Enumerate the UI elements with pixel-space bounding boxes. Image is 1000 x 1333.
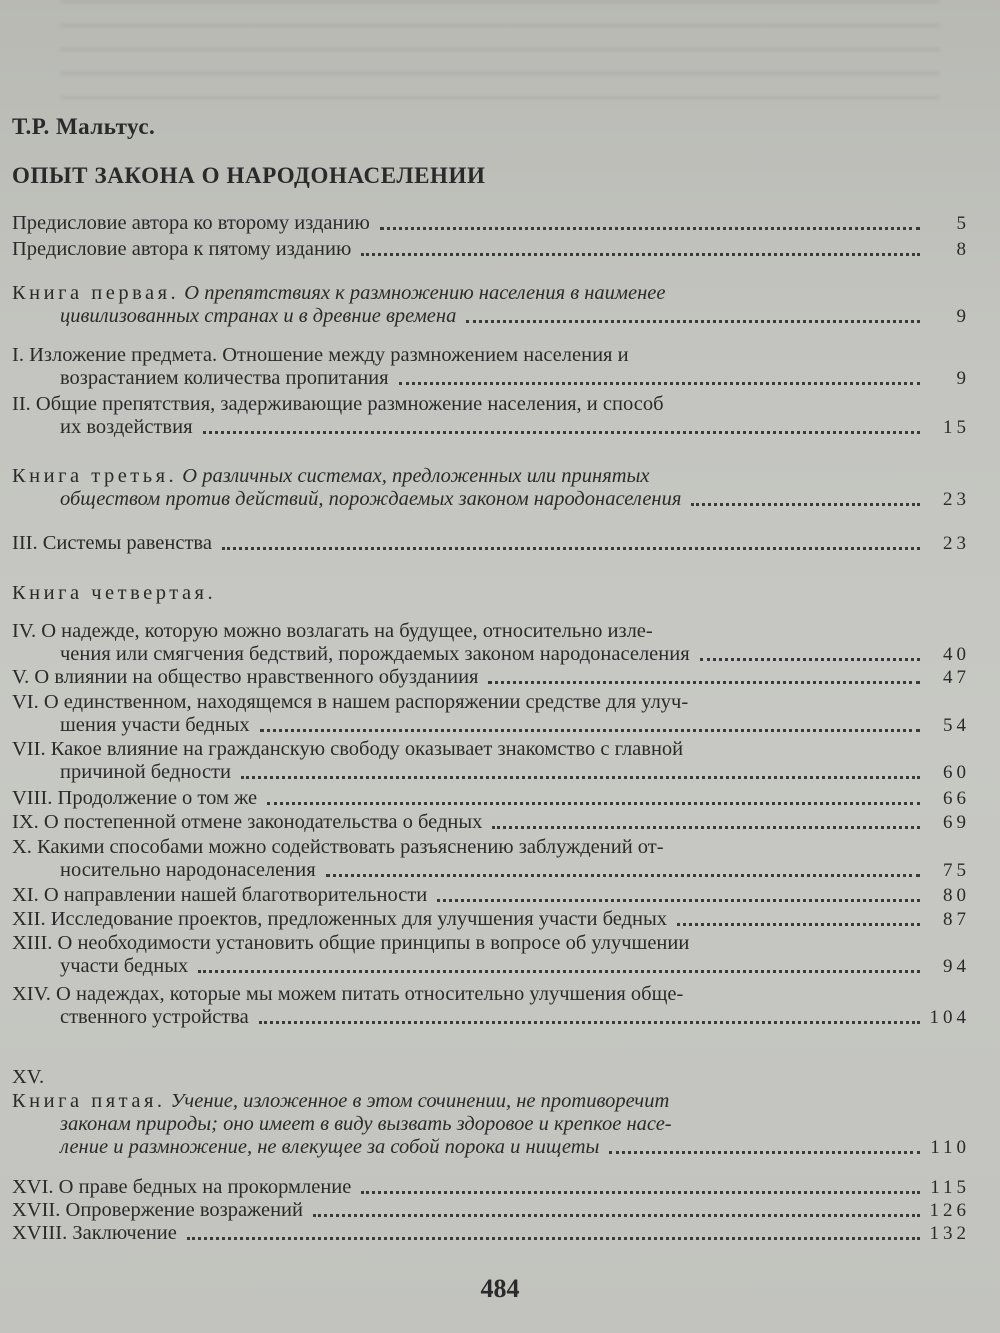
book-label: Книга третья. xyxy=(12,465,178,487)
toc-entry-book[interactable]: Книга третья. О различных системах, предложенных или принятых обществом против действий, порождаемых законом народонаселения 23 xyxy=(12,465,970,510)
page-ref: 23 xyxy=(943,489,970,510)
toc-entry[interactable]: I. Изложение предмета. Отношение между размножением населения и возрастанием количества пропитания 9 xyxy=(12,344,970,389)
page-ref: 104 xyxy=(929,1007,970,1028)
page-ref: 87 xyxy=(943,909,970,930)
page-ref: 132 xyxy=(929,1223,970,1244)
page-ref: 60 xyxy=(943,762,970,783)
toc-entry-book[interactable]: Книга первая. О препятствиях к размножению населения в наименее цивилизованных странах и в древние времена 9 xyxy=(12,282,970,327)
toc-entry[interactable]: XI. О направлении нашей благотворительности 80 xyxy=(12,884,970,906)
page-ref: 40 xyxy=(943,644,970,665)
toc-entry[interactable]: Предисловие автора к пятому изданию 8 xyxy=(12,238,970,260)
book-label: Книга пятая. xyxy=(12,1090,166,1112)
page-ref: 80 xyxy=(943,885,970,906)
toc-entry[interactable]: XVII. Опровержение возражений 126 xyxy=(12,1199,970,1221)
page-ref: 69 xyxy=(943,812,970,833)
toc-entry[interactable]: XII. Исследование проектов, предложенных для улучшения участи бедных 87 xyxy=(12,908,970,930)
page-ref: 115 xyxy=(930,1177,970,1198)
book-label: Книга первая. xyxy=(12,282,180,304)
page-ref: 5 xyxy=(956,213,970,234)
page-ref: 66 xyxy=(943,788,970,809)
toc-entry[interactable]: VIII. Продолжение о том же 66 xyxy=(12,787,970,809)
toc-entry[interactable]: XV. xyxy=(12,1066,45,1088)
toc-entry-book[interactable]: Книга пятая. Учение, изложенное в этом сочинении, не противоречит законам природы; оно имеет в виду вызвать здоровое и крепкое насе- ление и размножение, не влекущее за собой порока и нищеты 110 xyxy=(12,1090,970,1158)
author-heading: Т.Р. Мальтус. xyxy=(12,114,156,139)
page-number: 484 xyxy=(480,1274,520,1303)
page-ref: 9 xyxy=(956,368,970,389)
toc-entry[interactable]: Предисловие автора ко второму изданию 5 xyxy=(12,212,970,234)
toc-entry[interactable]: III. Системы равенства 23 xyxy=(12,532,970,554)
page-ref: 75 xyxy=(943,860,970,881)
toc-entry[interactable]: XVIII. Заключение 132 xyxy=(12,1222,970,1244)
page-ref: 54 xyxy=(943,715,970,736)
toc-entry-book[interactable] xyxy=(12,582,970,605)
page-ref: 9 xyxy=(956,306,970,327)
toc-entry[interactable]: V. О влиянии на общество нравственного обузданиия 47 xyxy=(12,666,970,688)
toc-entry[interactable]: XVI. О праве бедных на прокормление 115 xyxy=(12,1176,970,1198)
toc-entry[interactable]: XIV. О надеждах, которые мы можем питать относительно улучшения обще- ственного устройства 104 xyxy=(12,983,970,1028)
page-ref: 23 xyxy=(943,533,970,554)
page-ref: 94 xyxy=(943,956,970,977)
toc-entry[interactable]: IX. О постепенной отмене законодательства о бедных 69 xyxy=(12,811,970,833)
page-ref: 126 xyxy=(929,1200,970,1221)
toc-entry[interactable]: VII. Какое влияние на гражданскую свободу оказывает знакомство с главной причиной бедности 60 xyxy=(12,738,970,783)
toc-entry[interactable]: X. Какими способами можно содействовать разъяснению заблуждений от- носительно народонаселения 75 xyxy=(12,836,970,881)
book-label: Книга четвертая. xyxy=(12,582,217,604)
toc-entry[interactable]: VI. О единственном, находящемся в нашем распоряжении средстве для улуч- шения участи бедных 54 xyxy=(12,691,970,736)
work-title: ОПЫТ ЗАКОНА О НАРОДОНАСЕЛЕНИИ xyxy=(12,163,486,188)
page-ref: 47 xyxy=(943,667,970,688)
toc-entry[interactable]: II. Общие препятствия, задерживающие размножение населения, и способ их воздействия 15 xyxy=(12,393,970,438)
page-ref: 110 xyxy=(930,1137,970,1158)
bleed-through-text xyxy=(60,0,940,105)
page-ref: 8 xyxy=(956,239,970,260)
page-ref: 15 xyxy=(943,417,970,438)
toc-entry[interactable]: IV. О надежде, которую можно возлагать на будущее, относительно изле- чения или смягчения бедствий, порождаемых законом народонаселения 40 xyxy=(12,620,970,665)
toc-entry[interactable]: XIII. О необходимости установить общие принципы в вопросе об улучшении участи бедных 94 xyxy=(12,932,970,977)
